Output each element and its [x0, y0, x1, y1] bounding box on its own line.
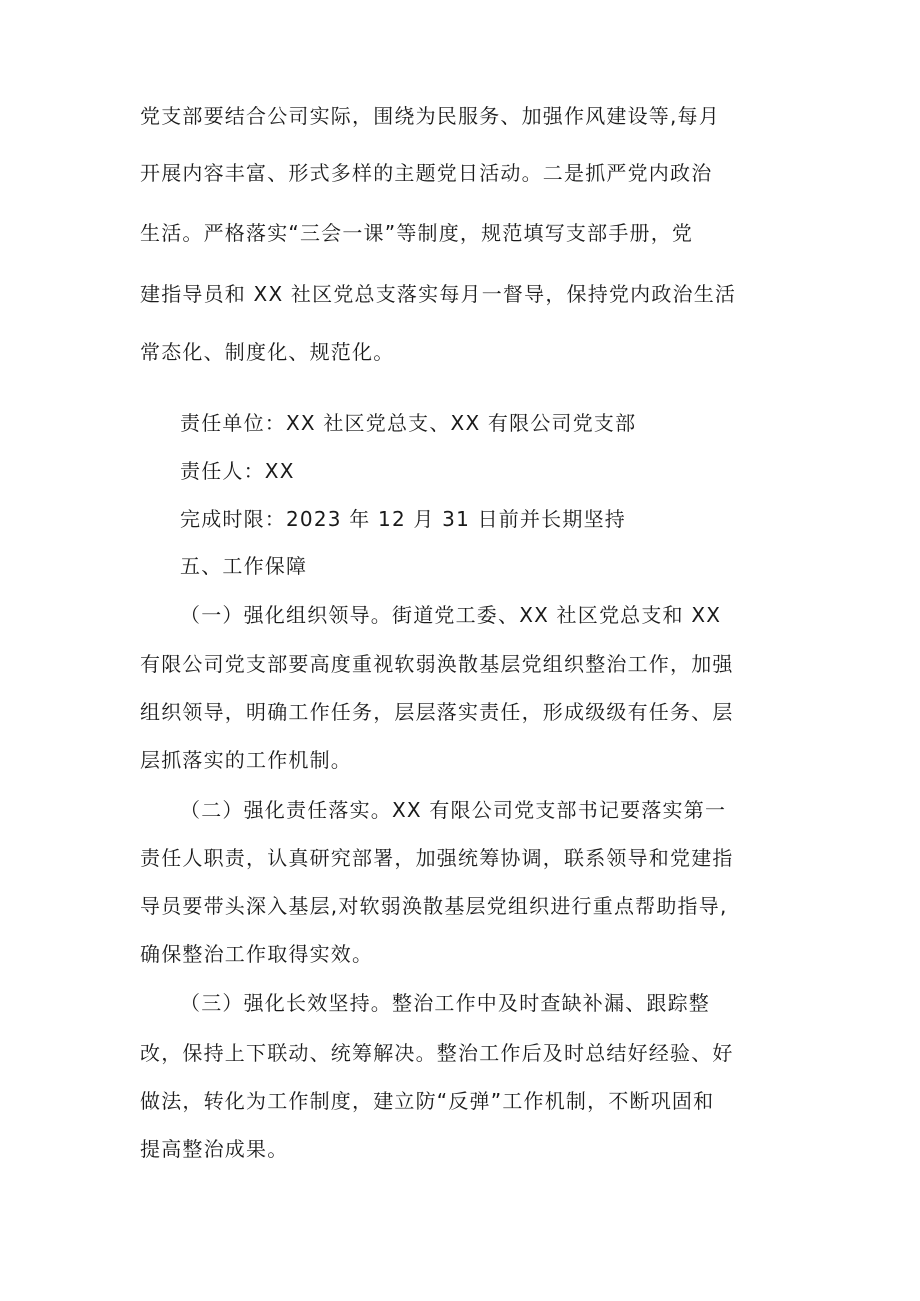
paragraph-line: 做法，转化为工作制度，建立防“反弹”工作机制，不断巩固和	[140, 1089, 715, 1113]
paragraph-first-line: （三）强化长效坚持。整治工作中及时查缺补漏、跟踪整	[180, 991, 710, 1015]
paragraph-line: 确保整治工作取得实效。	[140, 942, 374, 966]
paragraph-line: 责任人职责，认真研究部署，加强统筹协调，联系领导和党建指	[140, 846, 734, 870]
paragraph-line: 建指导员和 XX 社区党总支落实每月一督导，保持党内政治生活	[140, 282, 737, 306]
paragraph-line: 组织领导，明确工作任务，层层落实责任，形成级级有任务、层	[140, 700, 734, 724]
paragraph-line: 生活。严格落实“三会一课”等制度，规范填写支部手册，党	[140, 221, 694, 245]
paragraph-line: 改，保持上下联动、统筹解决。整治工作后及时总结好经验、好	[140, 1041, 734, 1065]
paragraph-line: 开展内容丰富、形式多样的主题党日活动。二是抓严党内政治	[140, 161, 713, 185]
completion-deadline: 完成时限：2023 年 12 月 31 日前并长期坚持	[180, 507, 626, 531]
paragraph-line: 层抓落实的工作机制。	[140, 748, 352, 772]
responsible-unit: 责任单位：XX 社区党总支、XX 有限公司党支部	[180, 411, 637, 435]
paragraph-line: 常态化、制度化、规范化。	[140, 340, 395, 364]
paragraph-first-line: （一）强化组织领导。街道党工委、XX 社区党总支和 XX	[180, 603, 722, 627]
paragraph-line: 党支部要结合公司实际，围绕为民服务、加强作风建设等,每月	[140, 104, 720, 128]
paragraph-line: 导员要带头深入基层,对软弱涣散基层党组织进行重点帮助指导,	[140, 894, 728, 918]
paragraph-line: 提高整治成果。	[140, 1137, 289, 1161]
responsible-person: 责任人：XX	[180, 459, 295, 483]
paragraph-first-line: （二）强化责任落实。XX 有限公司党支部书记要落实第一	[180, 798, 727, 822]
paragraph-line: 有限公司党支部要高度重视软弱涣散基层党组织整治工作，加强	[140, 652, 734, 676]
section-heading: 五、工作保障	[180, 554, 308, 578]
